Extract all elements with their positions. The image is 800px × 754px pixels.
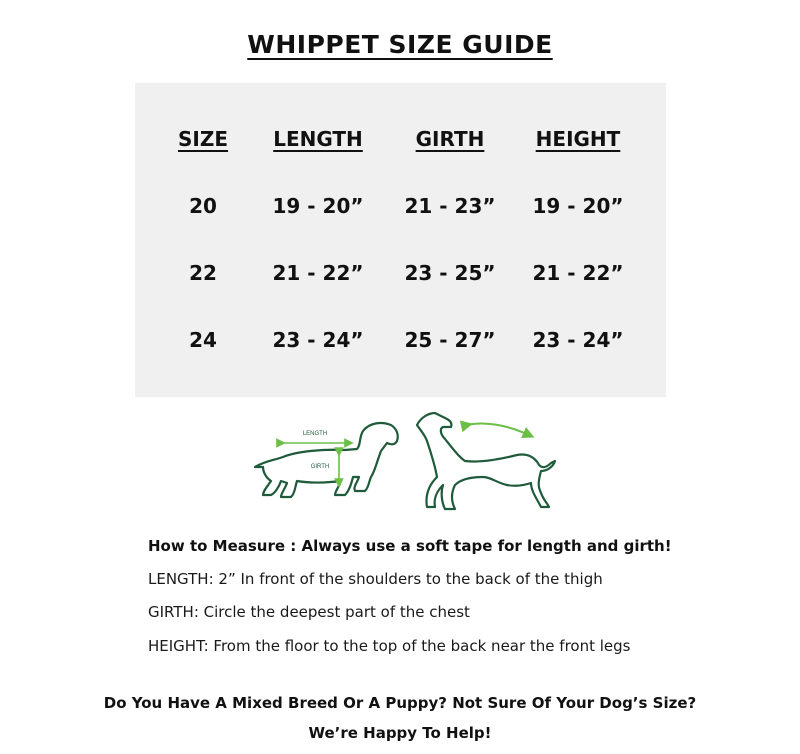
height-instruction: HEIGHT: From the floor to the top of the back near the front legs xyxy=(148,637,631,655)
whippet-outline-icon xyxy=(417,413,555,509)
table-cell-size: 24 xyxy=(189,328,217,352)
table-cell-length: 21 - 22” xyxy=(272,261,364,285)
help-offer-text: We’re Happy To Help! xyxy=(308,724,492,742)
dog-measurement-illustration xyxy=(245,405,565,515)
length-label: LENGTH xyxy=(302,431,328,437)
girth-instruction: GIRTH: Circle the deepest part of the chest xyxy=(148,603,470,621)
header-girth: GIRTH xyxy=(415,127,485,151)
table-cell-girth: 21 - 23” xyxy=(404,194,496,218)
page-title: WHIPPET SIZE GUIDE xyxy=(247,30,553,59)
table-cell-length: 23 - 24” xyxy=(272,328,364,352)
table-cell-size: 20 xyxy=(189,194,217,218)
girth-label: GIRTH xyxy=(310,464,330,470)
size-table xyxy=(135,83,666,397)
table-cell-height: 19 - 20” xyxy=(532,194,624,218)
how-to-measure-heading: How to Measure : Always use a soft tape for length and girth! xyxy=(148,537,672,555)
table-cell-height: 21 - 22” xyxy=(532,261,624,285)
table-cell-size: 22 xyxy=(189,261,217,285)
header-size: SIZE xyxy=(177,127,228,151)
header-length: LENGTH xyxy=(273,127,363,151)
table-cell-height: 23 - 24” xyxy=(532,328,624,352)
help-question-text: Do You Have A Mixed Breed Or A Puppy? Not Sure Of Your Dog’s Size? xyxy=(103,694,697,712)
measurement-diagram xyxy=(245,405,565,515)
height-arrow-icon xyxy=(467,423,529,435)
header-height: HEIGHT xyxy=(535,127,621,151)
table-cell-girth: 25 - 27” xyxy=(404,328,496,352)
length-instruction: LENGTH: 2” In front of the shoulders to the back of the thigh xyxy=(148,570,603,588)
table-cell-girth: 23 - 25” xyxy=(404,261,496,285)
table-cell-length: 19 - 20” xyxy=(272,194,364,218)
